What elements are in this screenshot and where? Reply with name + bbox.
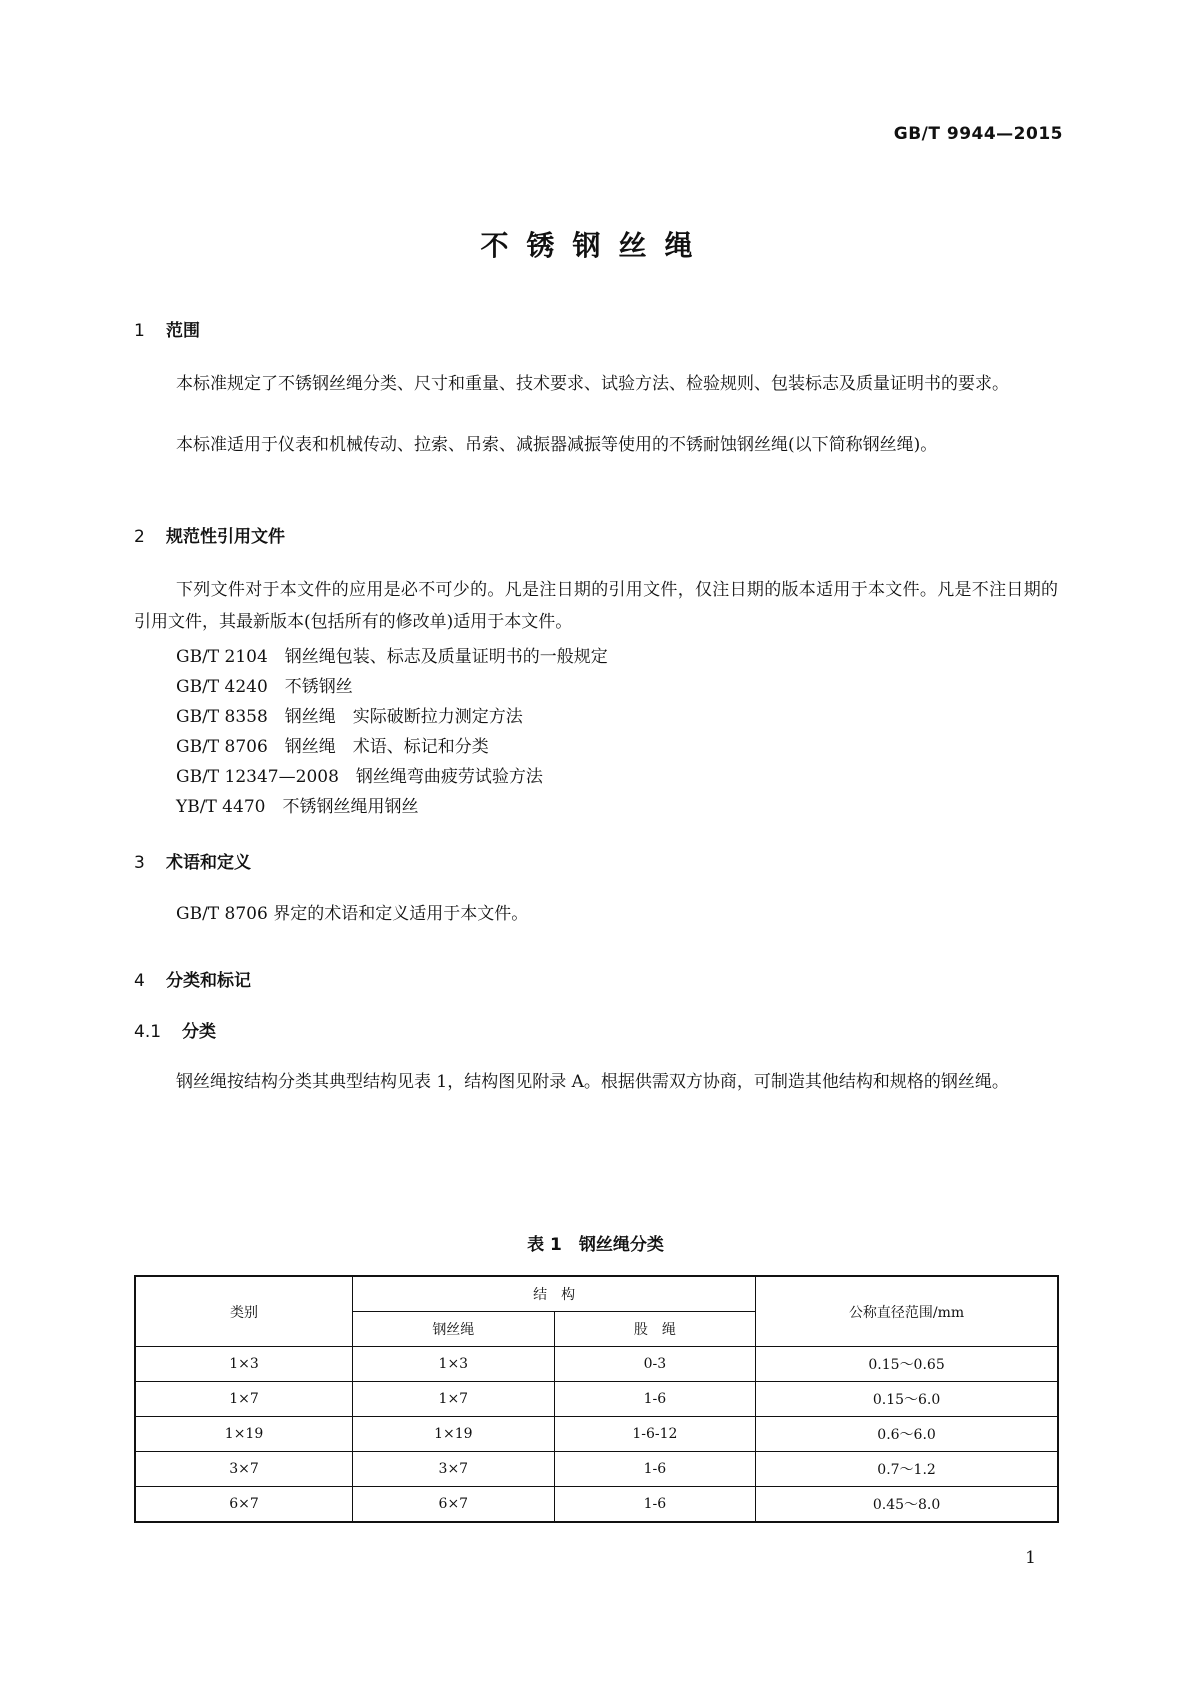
cell-rope: 1×7 <box>353 1382 555 1417</box>
header-diameter: 公称直径范围/mm <box>756 1276 1058 1347</box>
section-3-paragraph: GB/T 8706 界定的术语和定义适用于本文件。 <box>176 904 529 924</box>
cell-category: 1×3 <box>135 1347 353 1382</box>
section-4-heading <box>134 966 251 991</box>
cell-strand: 1-6 <box>554 1382 756 1417</box>
section-2-intro: 下列文件对于本文件的应用是必不可少的。凡是注日期的引用文件，仅注日期的版本适用于本文件。凡是不注日期的引用文件，其最新版本(包括所有的修改单)适用于本文件。 <box>134 580 1058 632</box>
cell-category: 3×7 <box>135 1452 353 1487</box>
table-row <box>135 1452 1058 1487</box>
table-caption: 表 1 钢丝绳分类 <box>527 1235 664 1255</box>
reference-item: GB/T 12347—2008 钢丝绳弯曲疲劳试验方法 <box>176 767 543 787</box>
reference-item: GB/T 8358 钢丝绳 实际破断拉力测定方法 <box>176 707 523 727</box>
table-row <box>135 1487 1058 1523</box>
section-title: 术语和定义 <box>166 853 251 873</box>
reference-item: GB/T 8706 钢丝绳 术语、标记和分类 <box>176 737 489 757</box>
cell-diameter: 0.15～0.65 <box>756 1347 1058 1382</box>
cell-strand: 1-6-12 <box>554 1417 756 1452</box>
section-1-heading <box>134 316 200 341</box>
section-title: 分类 <box>182 1022 216 1042</box>
cell-category: 1×7 <box>135 1382 353 1417</box>
reference-item: YB/T 4470 不锈钢丝绳用钢丝 <box>176 797 419 817</box>
cell-rope: 1×3 <box>353 1347 555 1382</box>
header-rope: 钢丝绳 <box>353 1312 555 1347</box>
standard-number: GB/T 9944—2015 <box>893 124 1063 144</box>
section-number: 4 <box>134 971 145 991</box>
header-category: 类别 <box>135 1276 353 1347</box>
table-row <box>135 1382 1058 1417</box>
cell-rope: 1×19 <box>353 1417 555 1452</box>
cell-strand: 0-3 <box>554 1347 756 1382</box>
section-2-heading <box>134 522 285 547</box>
cell-category: 6×7 <box>135 1487 353 1523</box>
cell-diameter: 0.6～6.0 <box>756 1417 1058 1452</box>
table-row <box>135 1417 1058 1452</box>
document-title: 不锈钢丝绳 <box>480 229 711 262</box>
section-title: 分类和标记 <box>166 971 251 991</box>
classification-table <box>134 1275 1059 1523</box>
cell-strand: 1-6 <box>554 1487 756 1523</box>
table-row <box>135 1347 1058 1382</box>
cell-rope: 3×7 <box>353 1452 555 1487</box>
cell-diameter: 0.45～8.0 <box>756 1487 1058 1523</box>
section-1-paragraph-1: 本标准规定了不锈钢丝绳分类、尺寸和重量、技术要求、试验方法、检验规则、包装标志及质量证明书的要求。 <box>176 374 1009 394</box>
reference-item: GB/T 2104 钢丝绳包装、标志及质量证明书的一般规定 <box>176 647 608 667</box>
cell-category: 1×19 <box>135 1417 353 1452</box>
section-4-1-paragraph: 钢丝绳按结构分类其典型结构见表 1，结构图见附录 A。根据供需双方协商，可制造其他结构和规格的钢丝绳。 <box>176 1072 1009 1092</box>
section-4-1-heading <box>134 1017 216 1042</box>
section-title: 范围 <box>166 321 200 341</box>
cell-rope: 6×7 <box>353 1487 555 1523</box>
section-number: 3 <box>134 853 145 873</box>
section-title: 规范性引用文件 <box>166 527 285 547</box>
section-3-heading <box>134 848 251 873</box>
section-1-paragraph-2: 本标准适用于仪表和机械传动、拉索、吊索、减振器减振等使用的不锈耐蚀钢丝绳(以下简称钢丝绳)。 <box>176 435 938 455</box>
header-strand: 股 绳 <box>554 1312 756 1347</box>
cell-diameter: 0.7～1.2 <box>756 1452 1058 1487</box>
header-structure: 结 构 <box>353 1276 756 1312</box>
cell-strand: 1-6 <box>554 1452 756 1487</box>
section-number: 4.1 <box>134 1022 162 1042</box>
section-number: 1 <box>134 321 145 341</box>
section-number: 2 <box>134 527 145 547</box>
page-number: 1 <box>1025 1548 1036 1568</box>
cell-diameter: 0.15～6.0 <box>756 1382 1058 1417</box>
reference-item: GB/T 4240 不锈钢丝 <box>176 677 353 697</box>
